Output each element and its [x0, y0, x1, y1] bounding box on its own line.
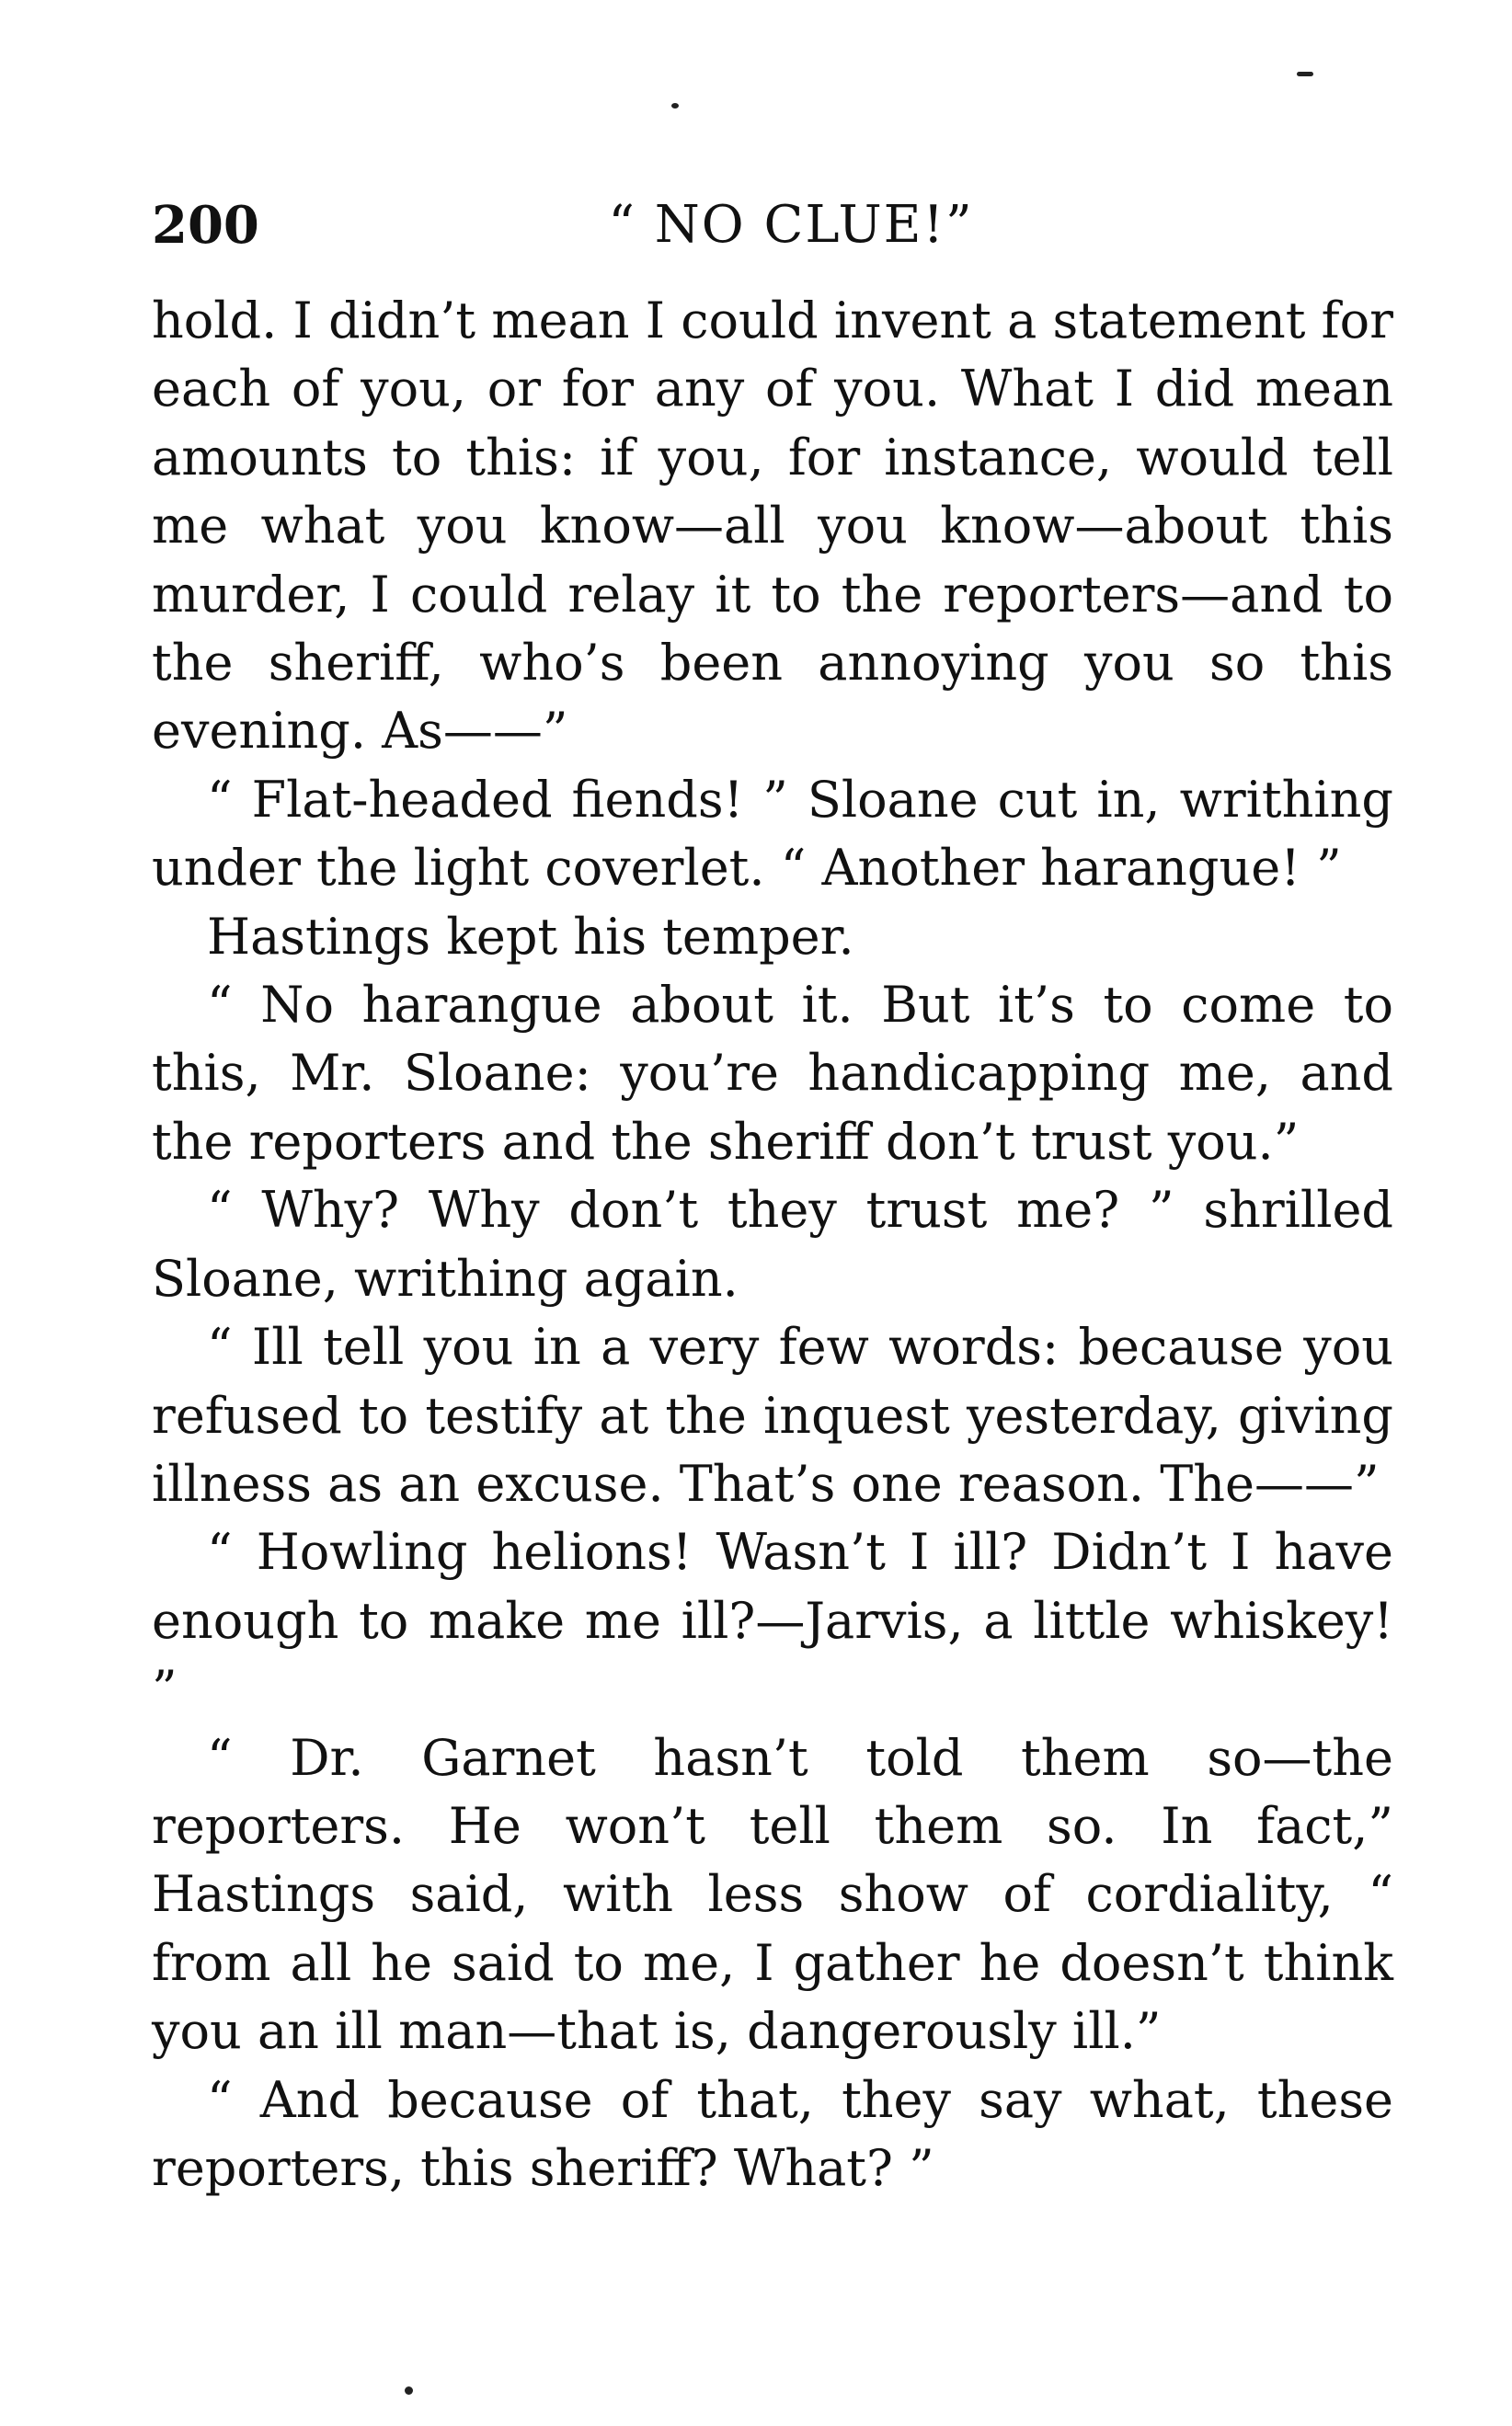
running-title: “ NO CLUE!”: [608, 195, 974, 255]
paragraph: Hastings kept his temper.: [207, 907, 854, 966]
ink-speck: [405, 2386, 413, 2395]
paragraph: “ Flat-headed fiends! ” Sloane cut in, writhing under the light coverlet. “ Another harangue! ”: [152, 770, 1393, 898]
page-number: 200: [152, 195, 259, 256]
paragraph: “ Why? Why don’t they trust me? ” shrilled Sloane, writhing again.: [152, 1181, 1393, 1308]
paragraph: “ No harangue about it. But it’s to come to this, Mr. Sloane: you’re handicapping me, and the reporters and the sheriff don’t trust you.”: [152, 976, 1393, 1171]
page-header: [152, 184, 1393, 267]
paragraph: hold. I didn’t mean I could invent a statement for each of you, or for any of you. What I did mean amounts to this: if you, for instance, would tell me what you know—all you know—about this murder, I could relay it to the reporters—and to the sheriff, who’s been annoying you so this evening. As——”: [152, 292, 1393, 761]
paragraph: “ Ill tell you in a very few words: because you refused to testify at the inquest yesterday, giving illness as an excuse. That’s one reason. The——”: [152, 1318, 1393, 1513]
ink-speck: [1297, 72, 1313, 76]
paragraph: “ Dr. Garnet hasn’t told them so—the reporters. He won’t tell them so. In fact,” Hastings said, with less show of cordiality, “ from all he said to me, I gather he doesn’t think you an ill man—that is, dangerously ill.”: [152, 1728, 1393, 2061]
paragraph: “ Howling helions! Wasn’t I ill? Didn’t I have enough to make me ill?—Jarvis, a little whiskey! ”: [152, 1523, 1393, 1719]
paragraph: “ And because of that, they say what, these reporters, this sheriff? What? ”: [152, 2070, 1393, 2197]
ink-speck: [671, 103, 679, 109]
body-text: [152, 287, 1393, 2203]
